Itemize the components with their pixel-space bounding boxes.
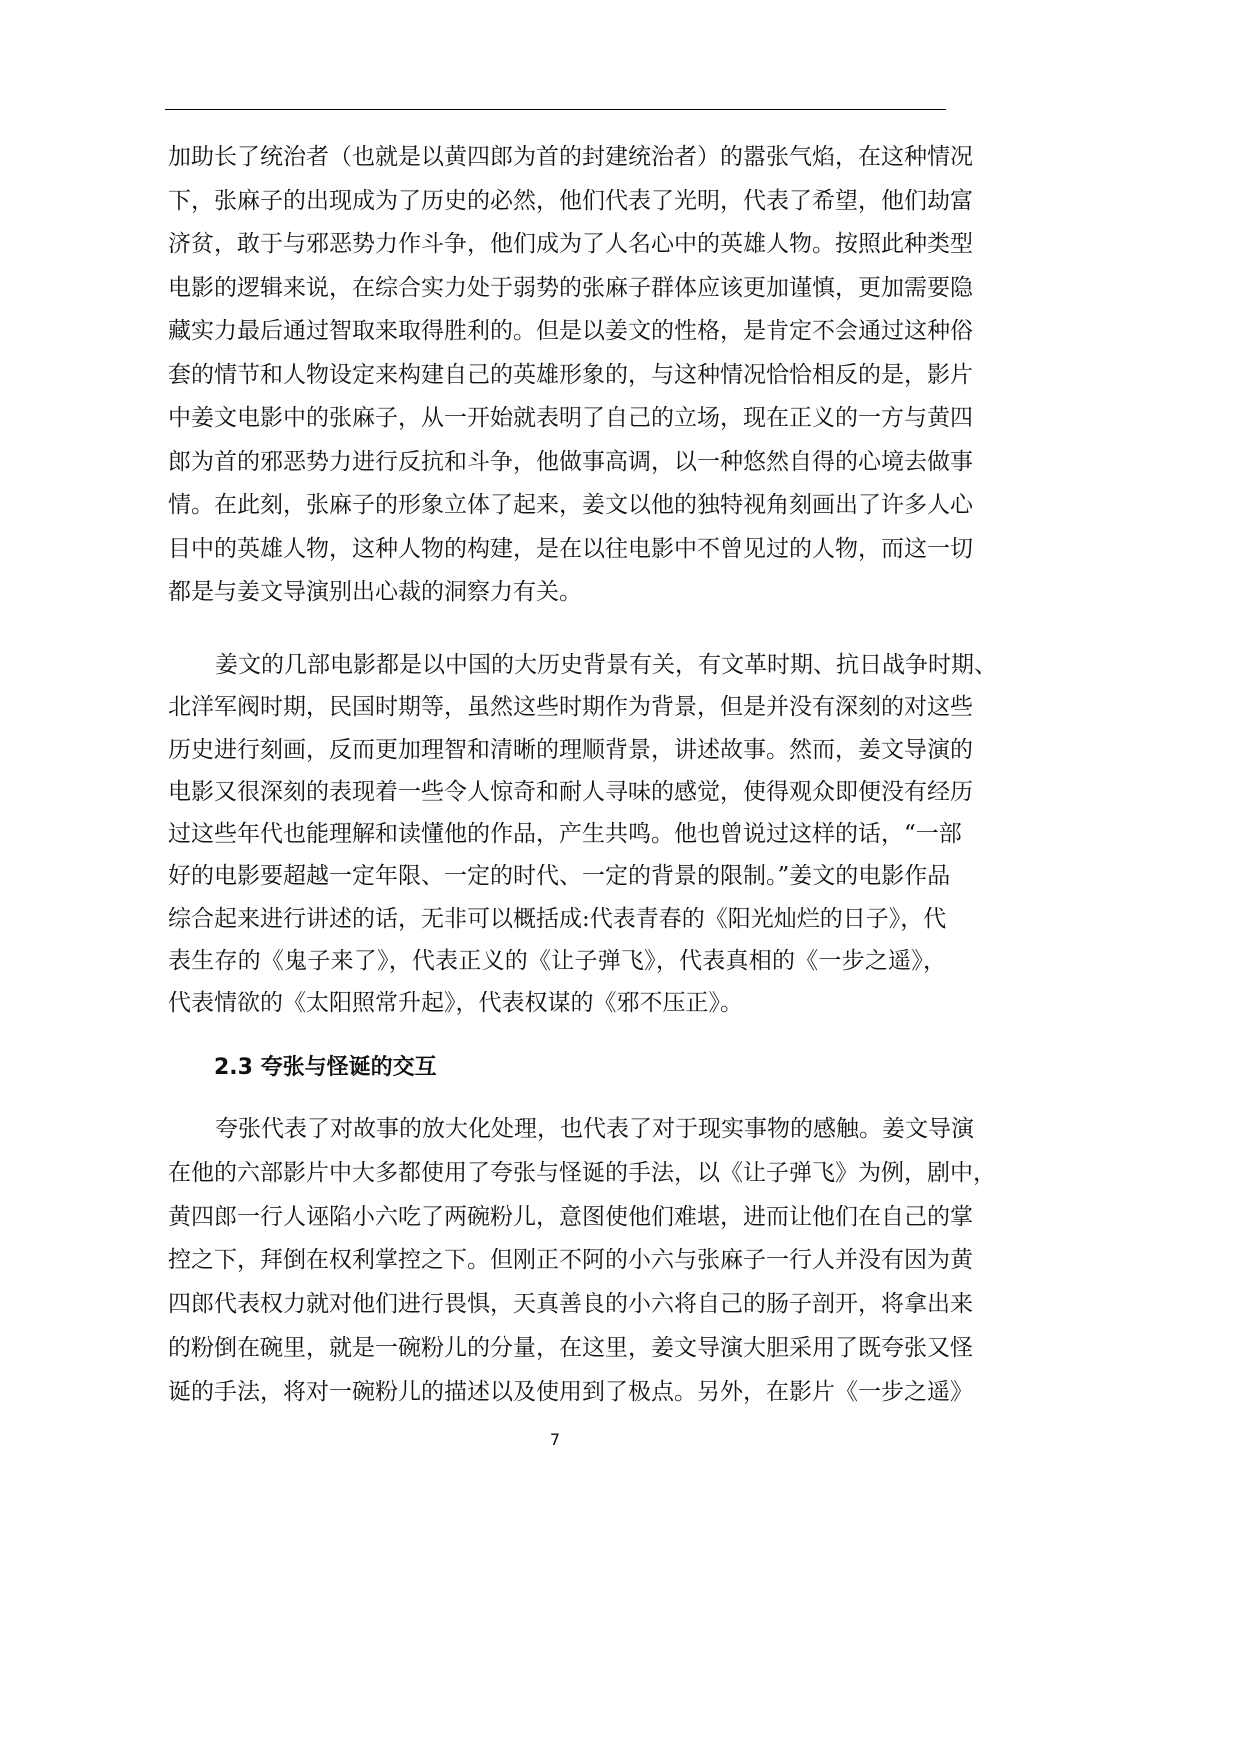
text-line: 电影的逻辑来说，在综合实力处于弱势的张麻子群体应该更加谨慎，更加需要隐: [168, 274, 973, 301]
page-number: 7: [549, 1430, 561, 1449]
text-line: 下，张麻子的出现成为了历史的必然，他们代表了光明，代表了希望，他们劫富: [168, 187, 973, 214]
text-line: 中姜文电影中的张麻子，从一开始就表明了自己的立场，现在正义的一方与黄四: [168, 405, 973, 431]
text-line: 藏实力最后通过智取来取得胜利的。但是以姜文的性格，是肯定不会通过这种俗: [168, 318, 973, 344]
paragraph-1: [168, 136, 973, 615]
text-line: 目中的英雄人物，这种人物的构建，是在以往电影中不曾见过的人物，而这一切: [168, 535, 973, 562]
text-line: 的粉倒在碗里，就是一碗粉儿的分量，在这里，姜文导演大胆采用了既夸张又怪: [168, 1334, 973, 1361]
text-line: 黄四郎一行人诬陷小六吃了两碗粉儿，意图使他们难堪，进而让他们在自己的掌: [168, 1203, 973, 1230]
text-line: 情。在此刻，张麻子的形象立体了起来，姜文以他的独特视角刻画出了许多人心: [168, 492, 973, 518]
text-line: 代表情欲的《太阳照常升起》，代表权谋的《邪不压正》。: [168, 990, 743, 1017]
text-line: 电影又很深刻的表现着一些令人惊奇和耐人寻味的感觉，使得观众即便没有经历: [168, 778, 973, 805]
text-line: 综合起来进行讲述的话，无非可以概括成:代表青春的《阳光灿烂的日子》，代: [168, 905, 947, 932]
text-line: 四郎代表权力就对他们进行畏惧，天真善良的小六将自己的肠子剖开，将拿出来: [168, 1291, 973, 1318]
text-line: 郎为首的邪恶势力进行反抗和斗争，他做事高调，以一种悠然自得的心境去做事: [168, 448, 973, 475]
paragraph-2: [168, 644, 997, 1025]
text-line: 姜文的几部电影都是以中国的大历史背景有关，有文革时期、抗日战争时期、: [215, 652, 997, 678]
text-line: 在他的六部影片中大多都使用了夸张与怪诞的手法，以《让子弹飞》为例，剧中，: [168, 1159, 996, 1186]
text-line: 济贫，敢于与邪恶势力作斗争，他们成为了人名心中的英雄人物。按照此种类型: [168, 231, 973, 257]
text-line: 都是与姜文导演别出心裁的洞察力有关。: [168, 579, 582, 605]
text-line: 表生存的《鬼子来了》，代表正义的《让子弹飞》，代表真相的《一步之遥》，: [168, 948, 946, 975]
text-line: 过这些年代也能理解和读懂他的作品，产生共鸣。他也曾说过这样的话，“一部: [168, 821, 962, 848]
text-line: 北洋军阀时期，民国时期等，虽然这些时期作为背景，但是并没有深刻的对这些: [168, 694, 973, 721]
text-line: 好的电影要超越一定年限、一定的时代、一定的背景的限制。”姜文的电影作品: [168, 863, 951, 890]
paragraph-3: [168, 1108, 996, 1415]
text-line: 历史进行刻画，反而更加理智和清晰的理顺背景，讲述故事。然而，姜文导演的: [168, 736, 973, 763]
text-line: 诞的手法，将对一碗粉儿的描述以及使用到了极点。另外，在影片《一步之遥》: [168, 1378, 973, 1405]
text-line: 控之下，拜倒在权利掌控之下。但刚正不阿的小六与张麻子一行人并没有因为黄: [168, 1247, 973, 1274]
text-line: 套的情节和人物设定来构建自己的英雄形象的，与这种情况恰恰相反的是，影片: [168, 361, 973, 388]
text-line: 夸张代表了对故事的放大化处理，也代表了对于现实事物的感触。姜文导演: [215, 1116, 974, 1142]
header-rule: [165, 109, 946, 110]
text-line: 加助长了统治者（也就是以黄四郎为首的封建统治者）的嚣张气焰，在这种情况: [168, 144, 973, 170]
section-heading: 2.3 夸张与怪诞的交互: [214, 1055, 437, 1080]
